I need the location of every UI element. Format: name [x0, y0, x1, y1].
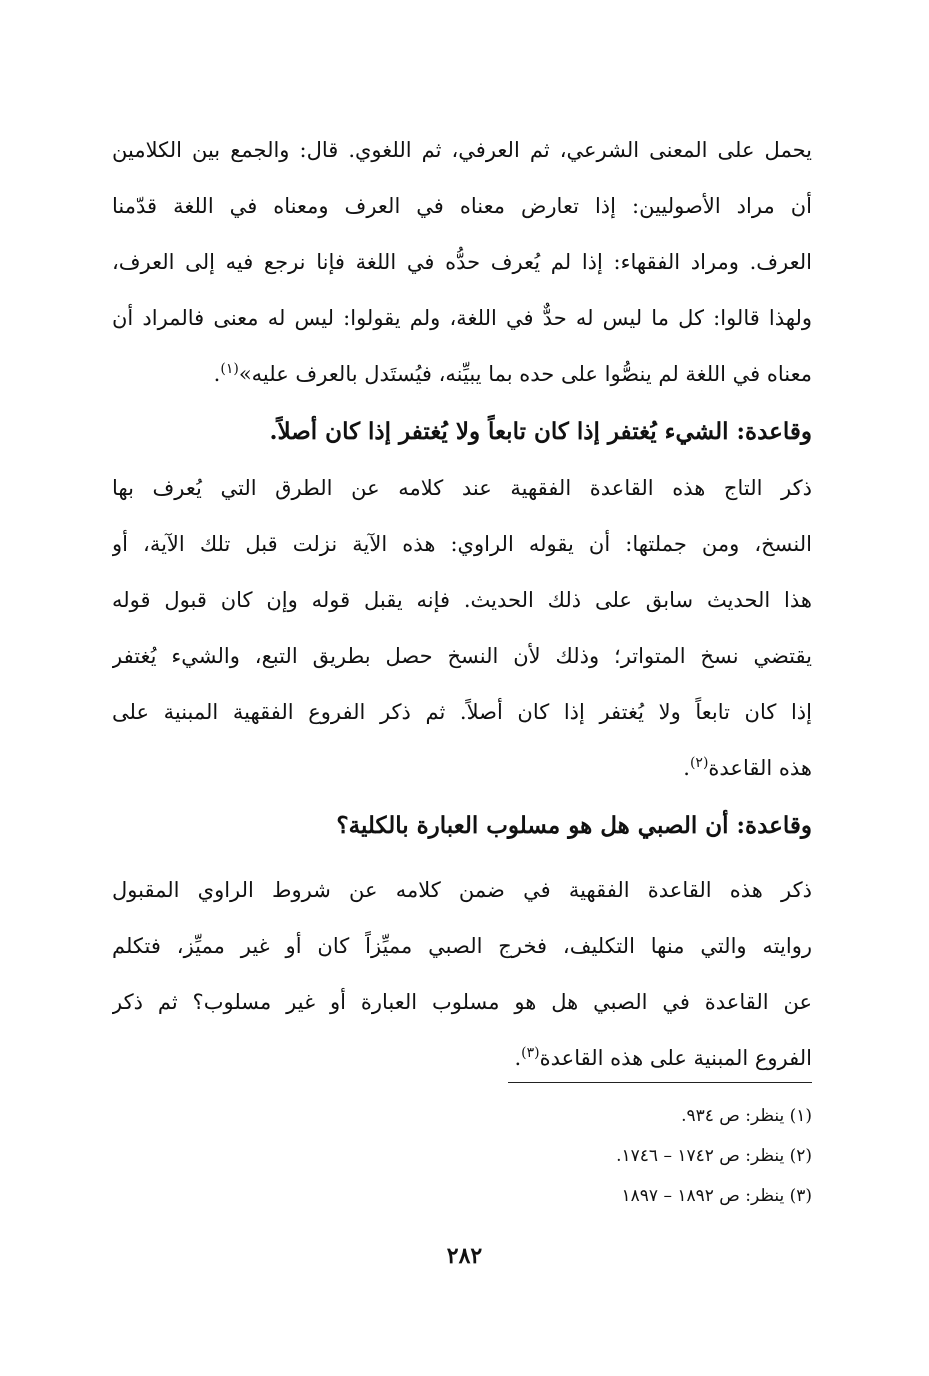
footnote-ref-1: (١) [220, 361, 239, 377]
paragraph-3 [112, 862, 812, 1086]
text-line: النسخ، ومن جملتها: أن يقوله الراوي: هذه الآية نزلت قبل تلك الآية، أو [112, 532, 812, 556]
line-end-punctuation: . [683, 756, 690, 780]
text-line-last [112, 1030, 812, 1086]
text-line-content: معناه في اللغة لم ينصُّوا على حده بما يبيِّنه، فيُستَدل بالعرف عليه» [238, 362, 812, 386]
text-line: روايته والتي منها التكليف، فخرج الصبي مميِّزاً كان أو غير مميِّز، فتكلم [112, 934, 812, 958]
footnote-1: (١) ينظر: ص ٩٣٤. [681, 1106, 812, 1126]
paragraph-2 [112, 460, 812, 796]
text-line: يقتضي نسخ المتواتر؛ وذلك لأن النسخ حصل بطريق التبع، والشيء يُغتفر [112, 644, 812, 668]
text-line: عن القاعدة في الصبي هل هو مسلوب العبارة أو غير مسلوب؟ ثم ذكر [112, 990, 812, 1014]
text-line-last [112, 346, 812, 402]
footnote-ref-2: (٢) [689, 755, 709, 771]
line-end-punctuation: . [514, 1046, 522, 1070]
text-line: ذكر التاج هذه القاعدة الفقهية عند كلامه عن الطرق التي يُعرف بها [112, 476, 812, 500]
text-line: ذكر هذه القاعدة الفقهية في ضمن كلامه عن شروط الراوي المقبول [112, 878, 812, 902]
text-line: العرف. ومراد الفقهاء: إذا لم يُعرف حدُّه في اللغة فإنا نرجع فيه إلى العرف، [112, 250, 812, 274]
footnote-ref-3: (٣) [521, 1045, 540, 1061]
line-end-punctuation: . [213, 362, 221, 386]
paragraph-1 [112, 122, 812, 402]
text-line: إذا كان تابعاً ولا يُغتفر إذا كان أصلاً. ثم ذكر الفروع الفقهية المبنية على [112, 700, 812, 724]
footnote-2: (٢) ينظر: ص ١٧٤٢ – ١٧٤٦. [616, 1146, 812, 1166]
section-heading-1: وقاعدة: الشيء يُغتفر إذا كان تابعاً ولا يُغتفر إذا كان أصلاً. [269, 418, 812, 445]
text-line-content: الفروع المبنية على هذه القاعدة [539, 1046, 812, 1070]
text-line-last [112, 740, 812, 796]
section-heading-2: وقاعدة: أن الصبي هل هو مسلوب العبارة بالكلية؟ [336, 812, 812, 839]
text-line-content: هذه القاعدة [708, 756, 812, 780]
page-number: ٢٨٢ [446, 1243, 483, 1269]
text-line: ولهذا قالوا: كل ما ليس له حدٌّ في اللغة، ولم يقولوا: ليس له معنى فالمراد أن [112, 306, 812, 330]
text-line: أن مراد الأصوليين: إذا تعارض معناه في العرف ومعناه في اللغة قدّمنا [112, 194, 812, 218]
footnotes [112, 1096, 812, 1216]
footnote-separator [508, 1082, 812, 1083]
text-line: يحمل على المعنى الشرعي، ثم العرفي، ثم اللغوي. قال: والجمع بين الكلامين [112, 138, 812, 162]
text-line: هذا الحديث سابق على ذلك الحديث. فإنه يقبل قوله وإن كان قبول قوله [112, 588, 812, 612]
footnote-3: (٣) ينظر: ص ١٨٩٢ – ١٨٩٧ [621, 1186, 812, 1206]
